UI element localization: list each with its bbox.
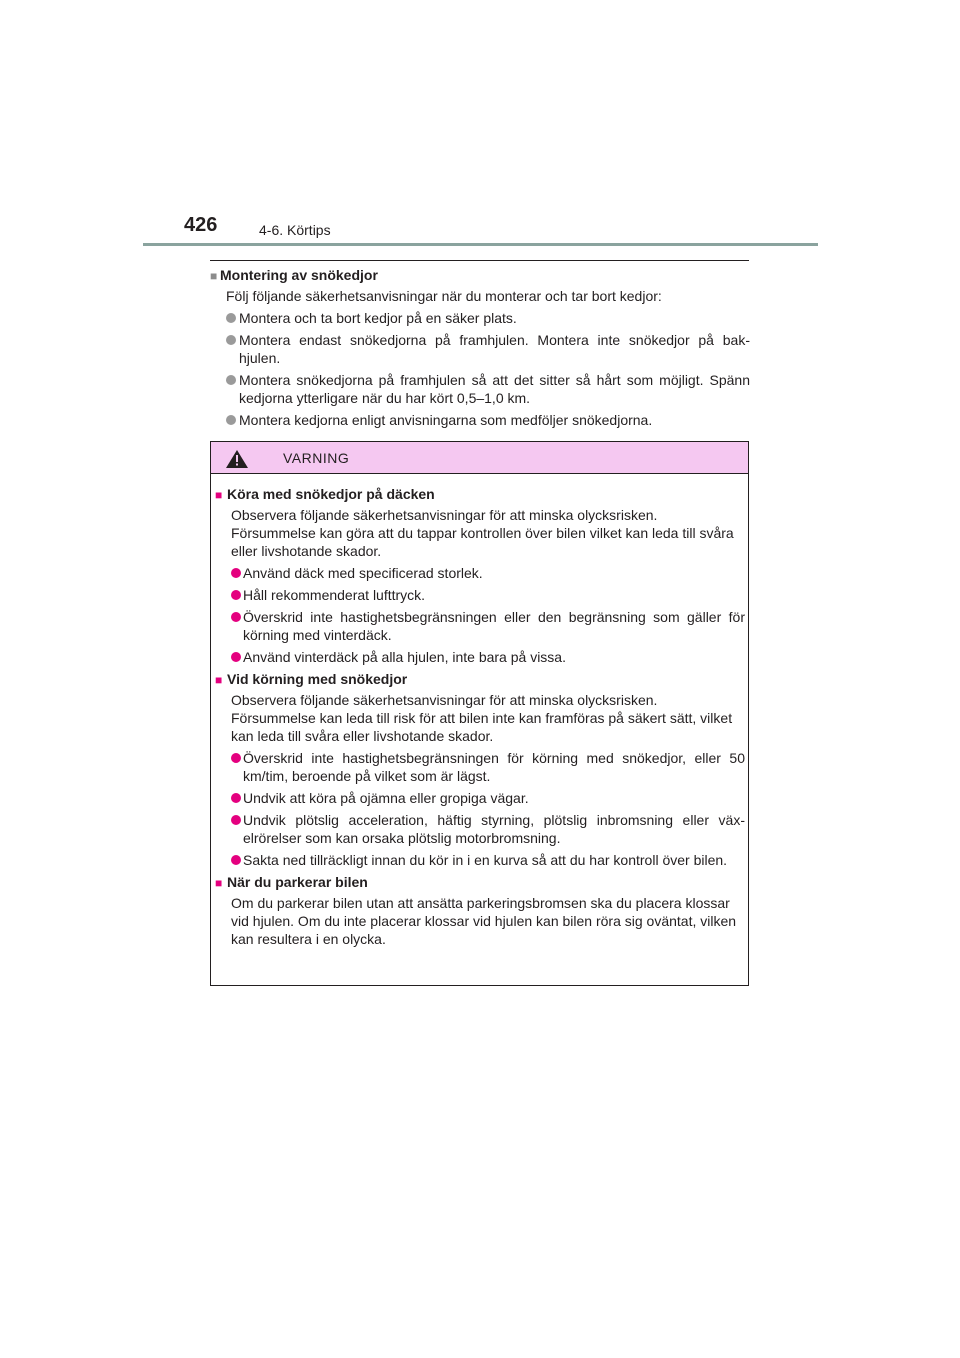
bullet-dot-icon: [231, 568, 241, 578]
bullet-dot-icon: [231, 652, 241, 662]
bullet-dot-icon: [226, 415, 236, 425]
list-item: [215, 789, 745, 807]
bullet-dot-icon: [226, 313, 236, 323]
square-bullet-icon: ■: [215, 488, 223, 502]
list-item-text: Överskrid inte hastighetsbegränsningen eller den begränsning som gäller för körning med vinterdäck.: [243, 609, 745, 643]
bullet-dot-icon: [231, 793, 241, 803]
bullet-dot-icon: [226, 375, 236, 385]
list-item-text: Montera endast snökedjorna på framhjulen. Montera inte snökedjor på bak- hjulen.: [239, 332, 750, 366]
section-divider: [210, 260, 749, 261]
list-item: [215, 811, 745, 847]
main-heading: [210, 266, 750, 285]
list-item-text: Använd däck med specificerad storlek.: [243, 565, 483, 581]
list-item: [215, 851, 745, 869]
bullet-dot-icon: [231, 753, 241, 763]
list-item-text: Överskrid inte hastighetsbegränsningen för körning med snökedjor, eller 50 km/tim, beroende på vilket som är lägst.: [243, 750, 745, 784]
warning-section-heading-text: Köra med snökedjor på däcken: [227, 486, 435, 502]
list-item-text: Undvik att köra på ojämna eller gropiga vägar.: [243, 790, 529, 806]
list-item: [210, 371, 750, 407]
main-heading-text: Montering av snökedjor: [220, 267, 378, 283]
list-item: [215, 608, 745, 644]
list-item-text: Sakta ned tillräckligt innan du kör in i en kurva så att du har kontroll över bilen.: [243, 852, 728, 868]
square-bullet-icon: ■: [210, 269, 218, 283]
bullet-dot-icon: [231, 815, 241, 825]
warning-section-heading-text: När du parkerar bilen: [227, 874, 368, 890]
list-item: [215, 564, 745, 582]
list-item-text: Håll rekommenderat lufttryck.: [243, 587, 426, 603]
bullet-dot-icon: [226, 335, 236, 345]
warning-section-intro: Observera följande säkerhetsanvisningar för att minska olycksrisken. Försummelse kan göra att du tappar kontrollen över bilen vilket kan leda till svåra eller livshotande skador.: [231, 507, 734, 559]
warning-section-heading: [215, 485, 745, 504]
list-item: [215, 586, 745, 604]
warning-section-intro: Om du parkerar bilen utan att ansätta parkeringsbromsen ska du placera klossar vid hjulen. Om du inte placerar klossar vid hjulen kan bilen röra sig oväntat, vilken kan resultera i en olycka.: [231, 895, 737, 947]
warning-section-intro: Observera följande säkerhetsanvisningar för att minska olycksrisken. Försummelse kan leda till risk för att bilen inte kan framföras på säkert sätt, vilket kan leda till svåra eller livshotande skador.: [231, 692, 733, 744]
page-number: 426: [184, 214, 218, 236]
main-intro: Följ följande säkerhetsanvisningar när du monterar och tar bort kedjor:: [226, 288, 662, 304]
bullet-dot-icon: [231, 590, 241, 600]
section-title: 4-6. Körtips: [259, 222, 331, 238]
warning-section-heading-text: Vid körning med snökedjor: [227, 671, 408, 687]
bullet-dot-icon: [231, 612, 241, 622]
warning-body: [215, 485, 745, 952]
list-item-text: Använd vinterdäck på alla hjulen, inte bara på vissa.: [243, 649, 566, 665]
warning-header: [211, 442, 748, 474]
square-bullet-icon: ■: [215, 876, 223, 890]
list-item: [215, 648, 745, 666]
list-item: [210, 309, 750, 327]
list-item: [210, 411, 750, 429]
warning-box: [210, 441, 749, 986]
list-item-text: Montera och ta bort kedjor på en säker plats.: [239, 310, 517, 326]
list-item-text: Montera kedjorna enligt anvisningarna som medföljer snökedjorna.: [239, 412, 653, 428]
warning-section-heading: [215, 670, 745, 689]
main-content: [210, 266, 750, 433]
warning-label: VARNING: [283, 450, 350, 466]
bullet-dot-icon: [231, 855, 241, 865]
square-bullet-icon: ■: [215, 673, 223, 687]
warning-triangle-icon: [226, 450, 248, 468]
list-item-text: Montera snökedjorna på framhjulen så att det sitter så hårt som möjligt. Spänn kedjorna ytterligare när du har kört 0,5–1,0 km.: [239, 372, 750, 406]
header-rule: [143, 243, 818, 246]
warning-section-heading: [215, 873, 745, 892]
list-item: [215, 749, 745, 785]
list-item: [210, 331, 750, 367]
list-item-text: Undvik plötslig acceleration, häftig styrning, plötslig inbromsning eller väx- elrörelser som kan orsaka plötslig motorbromsning.: [243, 812, 745, 846]
